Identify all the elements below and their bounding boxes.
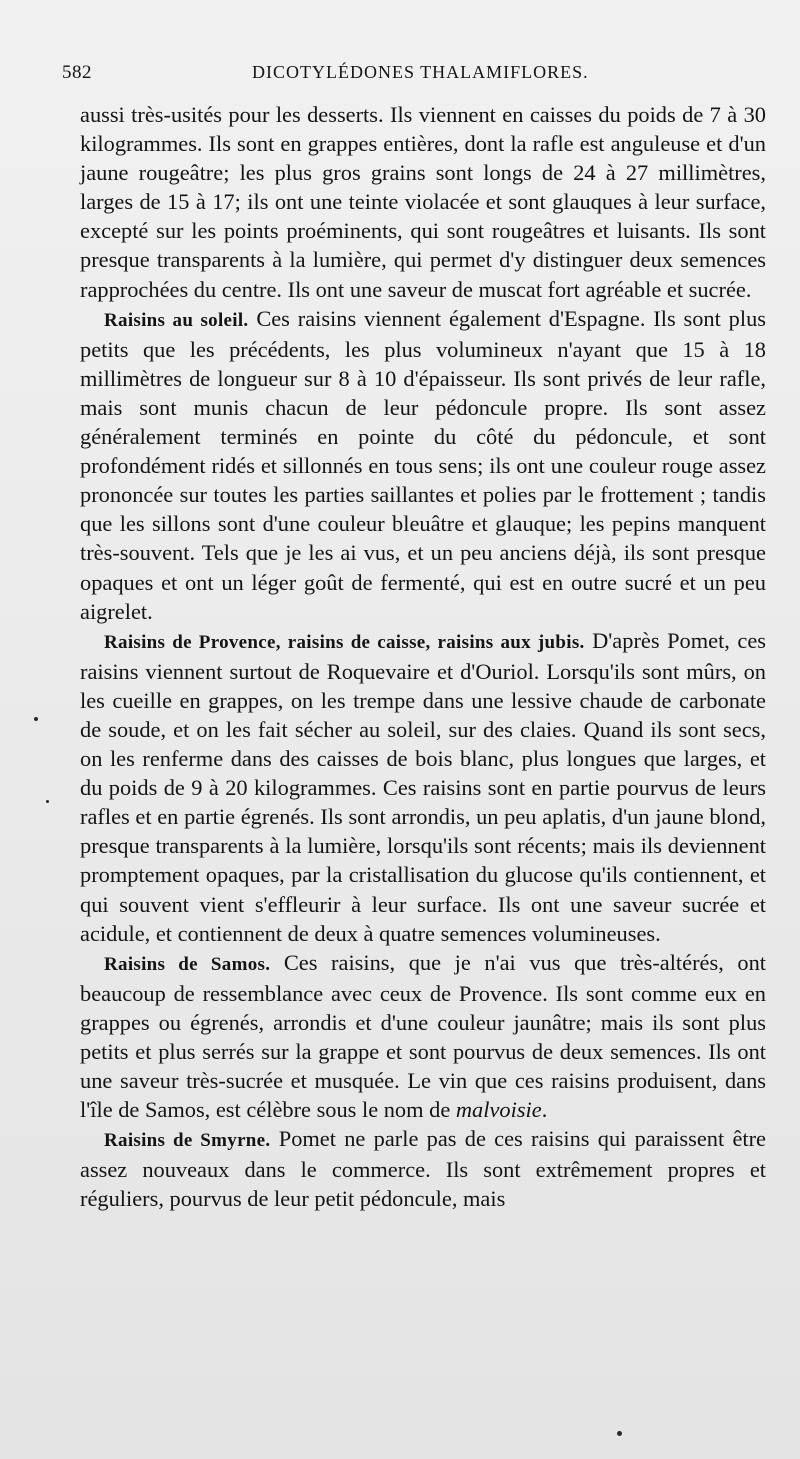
paragraph-text: D'après Pomet, ces raisins viennent surtout de Roquevaire et d'Ouriol. Lorsqu'ils sont mûrs, on les cueille en grappes, on les trempe dans une lessive chaude de carbonate de soude, et on les fait sécher au soleil, sur des claies. Quand ils sont secs, on les renferme dans des caisses de bois blanc, plus longues que larges, et du poids de 9 à 20 kilogrammes. Ces raisins sont en partie pourvus de leurs rafles et en partie égrenés. Ils sont arrondis, un peu aplatis, d'un jaune blond, presque transparents à la lumière, lorsqu'ils sont récents; mais ils deviennent promptement opaques, par la cristallisation du glucose qu'ils contiennent, et qui souvent vient s'effleurir à leur surface. Ils ont une saveur sucrée et acidule, et contiennent de deux à quatre semences volumineuses. <box>80 627 767 946</box>
paragraph-heading: Raisins de Smyrne. <box>104 1130 271 1152</box>
print-speck <box>617 1431 622 1436</box>
running-title: DICOTYLÉDONES THALAMIFLORES. <box>252 62 589 82</box>
paragraph-heading: Raisins au soleil. <box>104 309 249 331</box>
page-number: 582 <box>62 62 92 83</box>
page-header <box>62 62 758 90</box>
paragraph-raisins-de-provence <box>80 626 766 948</box>
paragraph-text: Ces raisins viennent également d'Espagne. Ils sont plus petits que les précédents, les plus volumineux n'ayant que 15 à 18 millimètres de longueur sur 8 à 10 d'épaisseur. Ils sont privés de leur rafle, mais sont munis chacun de leur pédoncule propre. Ils sont assez généralement terminés en pointe du côté du pédoncule, et sont profondément ridés et sillonnés en tous sens; ils ont une couleur rouge assez prononcée sur toutes les parties saillantes et polies par le frottement ; tandis que les sillons sont d'une couleur bleuâtre et glauque; les pepins manquent très-souvent. Tels que je les ai vus, et un peu anciens déjà, ils sont presque opaques et ont un léger goût de fermenté, qui est en outre sucré et un peu aigrelet. <box>80 305 766 624</box>
paragraph-heading: Raisins de Samos. <box>104 953 271 975</box>
paragraph-raisins-de-samos <box>80 948 766 1125</box>
paragraph-raisins-de-smyrne <box>80 1124 766 1213</box>
paragraph-continuation <box>80 100 766 304</box>
print-speck <box>34 717 38 721</box>
paragraph-heading: Raisins de Provence, raisins de caisse, raisins aux jubis. <box>104 631 585 653</box>
print-speck <box>46 800 49 803</box>
paragraph-raisins-au-soleil <box>80 304 766 626</box>
paragraph-text: Ces raisins, que je n'ai vus que très-altérés, ont beaucoup de ressemblance avec ceux de Provence. Ils sont comme eux en grappes ou égrenés, arrondis et d'une couleur jaunâtre; mais ils sont plus petits et plus serrés sur la grappe et sont pourvus de deux semences. Ils ont une saveur très-sucrée et musquée. Le vin que ces raisins produisent, dans l'île de Samos, est célèbre sous le nom de <box>80 949 767 1123</box>
paragraph-text: Pomet ne parle pas de ces raisins qui paraissent être assez nouveaux dans le commerce. Ils sont extrêmement propres et réguliers, pourvus de leur petit pédoncule, mais <box>80 1126 766 1212</box>
body-text <box>80 100 766 1214</box>
paragraph-text-end: . <box>541 1097 548 1123</box>
italic-term: malvoisie <box>455 1097 542 1123</box>
paragraph-text: aussi très-usités pour les desserts. Ils viennent en caisses du poids de 7 à 30 kilogrammes. Ils sont en grappes entières, dont la rafle est anguleuse et d'un jaune rougeâtre; les plus gros grains sont longs de 24 à 27 millimètres, larges de 15 à 17; ils ont une teinte violacée et sont glauques à leur surface, excepté sur les points proéminents, qui sont rougeâtres et luisants. Ils sont presque transparents à la lumière, qui permet d'y distinguer deux semences rapprochées du centre. Ils ont une saveur de muscat fort agréable et sucrée. <box>80 102 766 302</box>
